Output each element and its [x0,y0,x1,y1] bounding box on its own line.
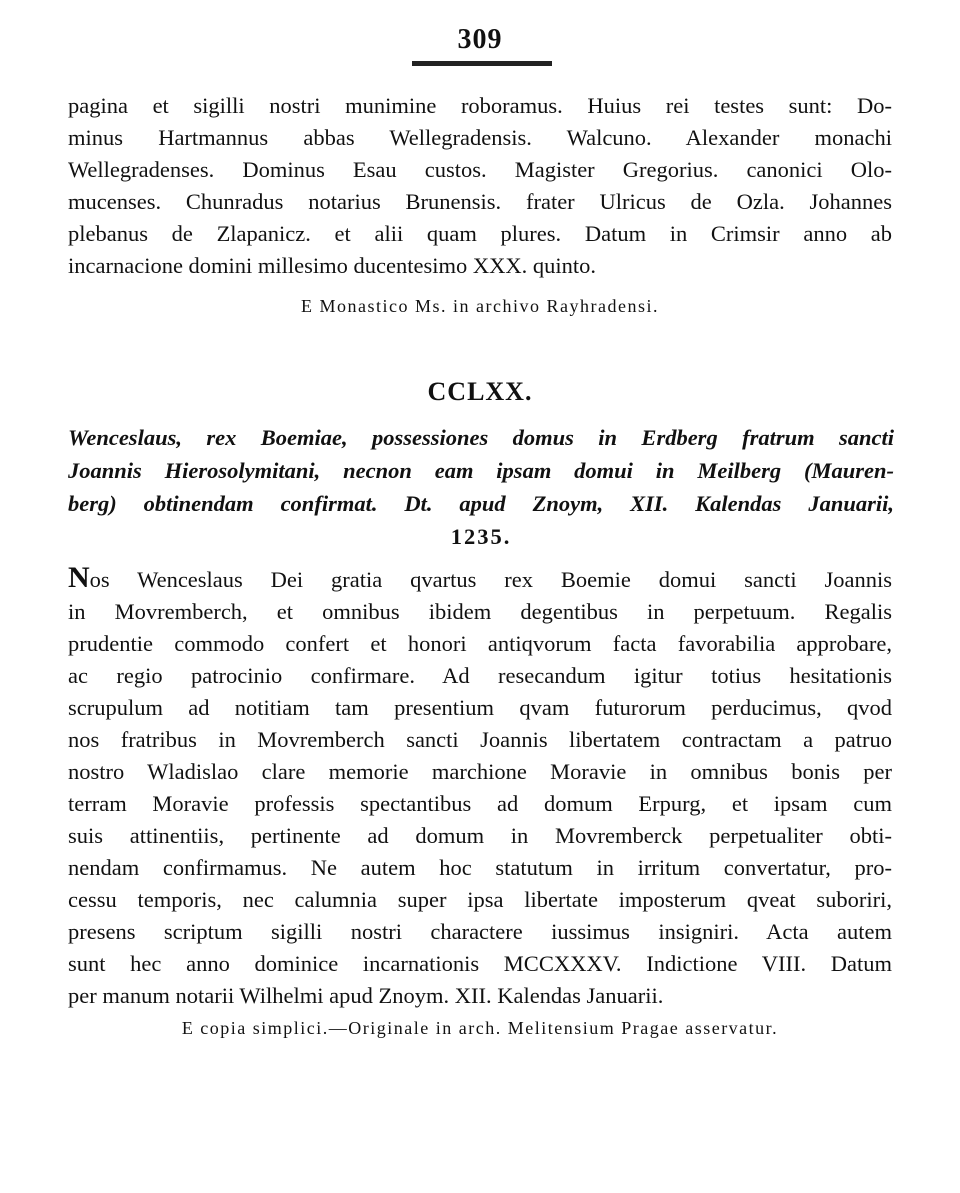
text-line: scrupulum ad notitiam tam presentium qvam futurorum perducimus, qvod [68,695,892,720]
text-line: nos fratribus in Movremberch sancti Joannis libertatem contractam a patruo [68,727,892,752]
text-line: minus Hartmannus abbas Wellegradensis. Walcuno. Alexander monachi [68,125,892,150]
preceding-document-text [68,90,892,282]
text-line: Wellegradenses. Dominus Esau custos. Magister Gregorius. canonici Olo- [68,157,892,182]
page-number-rule [412,61,552,66]
text-line: pagina et sigilli nostri munimine roboramus. Huius rei testes sunt: Do- [68,93,892,118]
drop-initial: N [68,564,90,594]
text-line: incarnacione domini millesimo ducentesimo XXX. quinto. [68,253,597,278]
text-line: mucenses. Chunradus notarius Brunensis. frater Ulricus de Ozla. Johannes [68,189,892,214]
source-note: E copia simplici.—Originale in arch. Melitensium Pragae asservatur. [181,1018,779,1038]
text-line: plebanus de Zlapanicz. et alii quam plures. Datum in Crimsir anno ab [68,221,892,246]
page-number: 309 [457,24,503,55]
text-line: prudentie commodo confert et honori antiqvorum facta favorabilia approbare, [68,631,892,656]
document-summary [68,421,894,553]
text-line: nostro Wladislao clare memorie marchione Moravie in omnibus bonis per [68,759,892,784]
text-line: suis attinentiis, pertinente ad domum in Movremberck perpetualiter obti- [68,823,892,848]
summary-line: Wenceslaus, rex Boemiae, possessiones domus in Erdberg fratrum sancti [68,425,894,450]
source-note: E Monastico Ms. in archivo Rayhradensi. [301,296,659,316]
text-line: ac regio patrocinio confirmare. Ad resecandum igitur totius hesitationis [68,663,892,688]
text-line: in Movremberch, et omnibus ibidem degentibus in perpetuum. Regalis [68,599,892,624]
summary-date: 1235. [450,524,512,549]
document-text [68,564,892,1012]
summary-line: berg) obtinendam confirmat. Dt. apud Znoym, XII. Kalendas Januarii, [68,491,894,516]
text-line: terram Moravie professis spectantibus ad domum Erpurg, et ipsam cum [68,791,892,816]
text-line: cessu temporis, nec calumnia super ipsa libertate imposterum qveat suboriri, [68,887,892,912]
summary-line: Joannis Hierosolymitani, necnon eam ipsam domui in Meilberg (Mauren- [68,458,894,483]
first-line-text: os Wenceslaus Dei gratia qvartus rex Boemie domui sancti Joannis [89,567,892,592]
first-text-line [68,564,892,596]
document-number: CCLXX. [427,377,533,406]
text-line: presens scriptum sigilli nostri charactere iussimus insigniri. Acta autem [68,919,892,944]
text-line: sunt hec anno dominice incarnationis MCCXXXV. Indictione VIII. Datum [68,951,892,976]
text-line: per manum notarii Wilhelmi apud Znoym. XII. Kalendas Januarii. [68,983,664,1008]
text-line: nendam confirmamus. Ne autem hoc statutum in irritum convertatur, pro- [68,855,892,880]
